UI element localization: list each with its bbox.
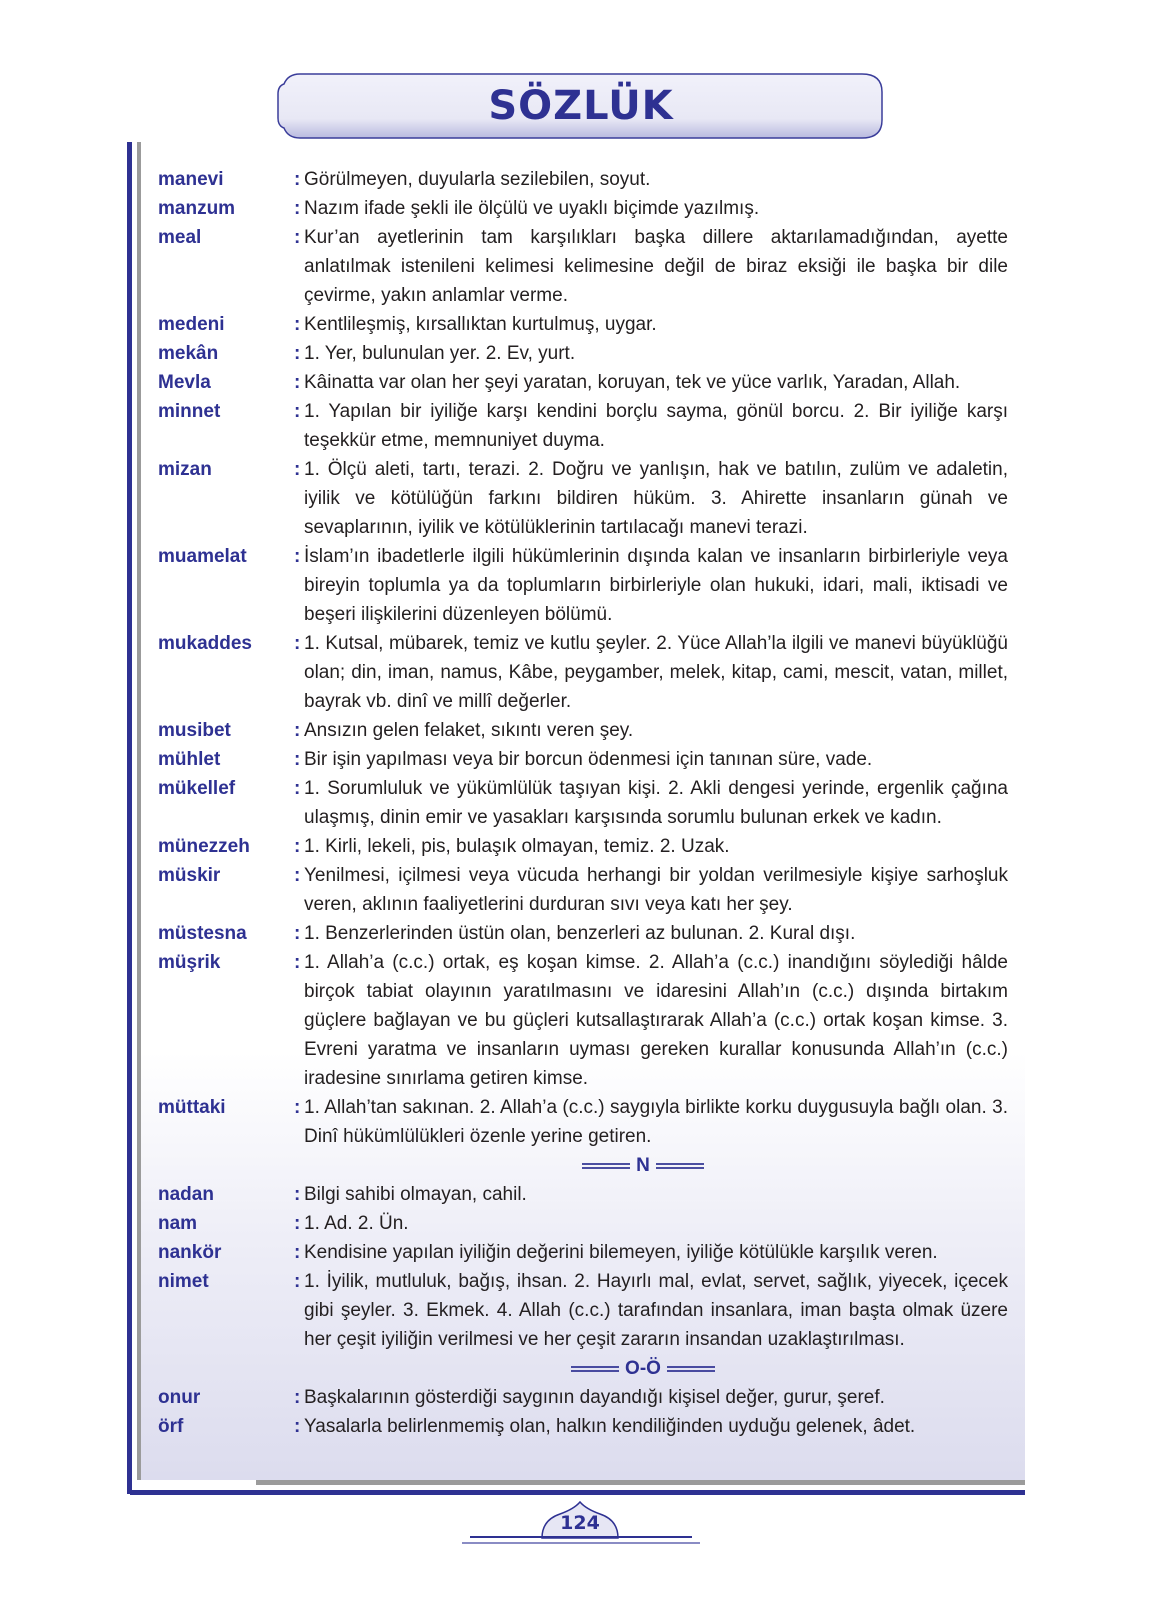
glossary-entry [158, 455, 1008, 542]
glossary-entry [158, 919, 1008, 948]
entry-separator: : [294, 1416, 301, 1437]
entry-definition: 1. Ölçü aleti, tartı, terazi. 2. Doğru ve yanlışın, hak ve batılın, zulüm ve adaletin, iyilik ve kötülüğün farkını bildiren hüküm. 3. Ahirette insanların günah ve sevaplarının, iyilik ve kötülüklerinin tartılacağı manevi terazi. [304, 459, 1008, 538]
entry-term: manzum [158, 198, 236, 219]
entry-term: münezzeh [158, 836, 250, 857]
glossary-entry [158, 629, 1008, 716]
glossary-entry [158, 861, 1008, 919]
entry-term: musibet [158, 720, 231, 741]
glossary-entry [158, 1238, 1008, 1267]
glossary-list [158, 165, 1008, 1441]
entry-definition: 1. Yer, bulunulan yer. 2. Ev, yurt. [304, 343, 576, 364]
entry-separator: : [294, 546, 301, 567]
entry-separator: : [294, 778, 301, 799]
entry-definition: 1. Benzerlerinden üstün olan, benzerleri az bulunan. 2. Kural dışı. [304, 923, 856, 944]
entry-term: nadan [158, 1184, 214, 1205]
entry-definition: Ansızın gelen felaket, sıkıntı veren şey. [304, 720, 634, 741]
divider-line-right [656, 1163, 704, 1169]
glossary-entry [158, 194, 1008, 223]
entry-separator: : [294, 952, 301, 973]
entry-definition: Kur’an ayetlerinin tam karşılıkları başka dillere aktarılamadığından, ayette anlatılmak istenileni kelimesi kelimesine değil de biraz eksiği ile başka bir dile çevirme, yakın anlamlar verme. [304, 227, 1008, 306]
entry-separator: : [294, 1271, 301, 1292]
divider-line-left [571, 1366, 619, 1372]
entry-separator: : [294, 227, 301, 248]
entry-term: nankör [158, 1242, 222, 1263]
entry-term: müstesna [158, 923, 247, 944]
glossary-entry [158, 832, 1008, 861]
page-title: SÖZLÜK [488, 83, 674, 129]
glossary-entry [158, 1383, 1008, 1412]
page-number: 124 [560, 1512, 600, 1534]
footer-rule [470, 1536, 692, 1538]
divider-line-left [582, 1163, 630, 1169]
entry-separator: : [294, 836, 301, 857]
glossary-entry [158, 223, 1008, 310]
entry-separator: : [294, 169, 301, 190]
entry-definition: 1. Yapılan bir iyiliğe karşı kendini borçlu sayma, gönül borcu. 2. Bir iyiliğe karşı teşekkür etme, memnuniyet duyma. [304, 401, 1008, 451]
entry-separator: : [294, 1242, 301, 1263]
entry-separator: : [294, 923, 301, 944]
left-border-gray [137, 142, 141, 1480]
entry-separator: : [294, 372, 301, 393]
page-number-badge [540, 1500, 620, 1540]
entry-separator: : [294, 459, 301, 480]
glossary-entry [158, 948, 1008, 1093]
entry-term: minnet [158, 401, 221, 422]
glossary-entry [158, 1180, 1008, 1209]
section-letter: O-Ö [625, 1357, 661, 1379]
glossary-entry [158, 745, 1008, 774]
entry-definition: 1. Allah’a (c.c.) ortak, eş koşan kimse. 2. Allah’a (c.c.) inandığını söylediği hâlde birçok tabiat olayının yaratılmasını ve idaresini Allah’ın (c.c.) dışında birtakım güçlere bağlayan ve bu güçleri kutsallaştırarak Allah’a (c.c.) ortak koşan kimse. 3. Evreni yaratma ve insanların uyması gereken kurallar konusunda Allah’ın (c.c.) iradesine sınırlama getiren kimse. [304, 952, 1008, 1089]
glossary-entry [158, 368, 1008, 397]
entry-definition: 1. Allah’tan sakınan. 2. Allah’a (c.c.) saygıyla birlikte korku duygusuyla bağlı olan. 3. Dinî hükümlülükleri özenle yerine getiren. [304, 1097, 1008, 1147]
entry-term: nimet [158, 1271, 209, 1292]
entry-term: meal [158, 227, 202, 248]
entry-separator: : [294, 1097, 301, 1118]
glossary-entry [158, 1209, 1008, 1238]
entry-separator: : [294, 633, 301, 654]
glossary-entry [158, 339, 1008, 368]
entry-term: müttaki [158, 1097, 226, 1118]
entry-term: müskir [158, 865, 221, 886]
entry-definition: Bir işin yapılması veya bir borcun ödenmesi için tanınan süre, vade. [304, 749, 873, 770]
footer-rule-secondary [462, 1542, 700, 1544]
glossary-entry [158, 1267, 1008, 1354]
entry-definition: Bilgi sahibi olmayan, cahil. [304, 1184, 527, 1205]
section-divider [278, 1354, 1008, 1383]
panel-bottom-shadow [256, 1480, 1025, 1485]
entry-definition: 1. İyilik, mutluluk, bağış, ihsan. 2. Hayırlı mal, evlat, servet, sağlık, yiyecek, içecek gibi şeyler. 3. Ekmek. 4. Allah (c.c.) tarafından insanlara, iman başta olmak üzere her çeşit iyiliğin verilmesi ve her çeşit zararın insandan uzaklaştırılması. [304, 1271, 1008, 1350]
entry-separator: : [294, 1184, 301, 1205]
entry-term: Mevla [158, 372, 211, 393]
entry-definition: Kâinatta var olan her şeyi yaratan, koruyan, tek ve yüce varlık, Yaradan, Allah. [304, 372, 961, 393]
entry-definition: Kendisine yapılan iyiliğin değerini bilemeyen, iyiliğe kötülükle karşılık veren. [304, 1242, 938, 1263]
entry-definition: Başkalarının gösterdiği saygının dayandığı kişisel değer, gurur, şeref. [304, 1387, 885, 1408]
glossary-entry [158, 1093, 1008, 1151]
glossary-entry [158, 716, 1008, 745]
entry-term: örf [158, 1416, 184, 1437]
glossary-entry [158, 310, 1008, 339]
section-divider [278, 1151, 1008, 1180]
entry-separator: : [294, 314, 301, 335]
entry-term: onur [158, 1387, 201, 1408]
entry-term: manevi [158, 169, 224, 190]
entry-term: mizan [158, 459, 212, 480]
entry-definition: Görülmeyen, duyularla sezilebilen, soyut. [304, 169, 651, 190]
entry-definition: Nazım ifade şekli ile ölçülü ve uyaklı biçimde yazılmış. [304, 198, 760, 219]
entry-term: mekân [158, 343, 219, 364]
entry-separator: : [294, 720, 301, 741]
entry-definition: 1. Ad. 2. Ün. [304, 1213, 409, 1234]
entry-separator: : [294, 1213, 301, 1234]
left-border-blue [127, 142, 132, 1494]
glossary-entry [158, 165, 1008, 194]
entry-definition: 1. Kirli, lekeli, pis, bulaşık olmayan, temiz. 2. Uzak. [304, 836, 730, 857]
entry-term: mühlet [158, 749, 221, 770]
glossary-entry [158, 1412, 1008, 1441]
entry-term: müşrik [158, 952, 221, 973]
entry-separator: : [294, 198, 301, 219]
entry-definition: 1. Sorumluluk ve yükümlülük taşıyan kişi. 2. Akli dengesi yerinde, ergenlik çağına ulaşmış, dinin emir ve yasakları karşısında sorumlu bulunan erkek ve kadın. [304, 778, 1008, 828]
section-letter: N [636, 1154, 650, 1176]
entry-term: nam [158, 1213, 198, 1234]
entry-separator: : [294, 343, 301, 364]
entry-definition: Yasalarla belirlenmemiş olan, halkın kendiliğinden uyduğu gelenek, âdet. [304, 1416, 916, 1437]
glossary-entry [158, 397, 1008, 455]
title-banner [276, 72, 886, 140]
entry-definition: Kentlileşmiş, kırsallıktan kurtulmuş, uygar. [304, 314, 657, 335]
entry-definition: 1. Kutsal, mübarek, temiz ve kutlu şeyler. 2. Yüce Allah’la ilgili ve manevi büyüklüğü olan; din, iman, namus, Kâbe, peygamber, melek, kitap, cami, mescit, vatan, millet, bayrak vb. dinî ve millî değerler. [304, 633, 1008, 712]
entry-term: mukaddes [158, 633, 252, 654]
entry-definition: Yenilmesi, içilmesi veya vücuda herhangi bir yoldan verilmesiyle kişiye sarhoşluk veren, aklının faaliyetlerini durduran sıvı veya katı her şey. [304, 865, 1008, 915]
entry-separator: : [294, 401, 301, 422]
divider-line-right [667, 1366, 715, 1372]
entry-separator: : [294, 749, 301, 770]
entry-term: medeni [158, 314, 225, 335]
entry-separator: : [294, 1387, 301, 1408]
entry-term: muamelat [158, 546, 247, 567]
entry-term: mükellef [158, 778, 236, 799]
bottom-rule [130, 1490, 1025, 1495]
glossary-entry [158, 542, 1008, 629]
glossary-entry [158, 774, 1008, 832]
entry-separator: : [294, 865, 301, 886]
entry-definition: İslam’ın ibadetlerle ilgili hükümlerinin dışında kalan ve insanların birbirleriyle veya bireyin toplumla ya da toplumların birbirleriyle olan hukuki, idari, mali, iktisadi ve beşeri ilişkilerini düzenleyen bölümü. [304, 546, 1008, 625]
